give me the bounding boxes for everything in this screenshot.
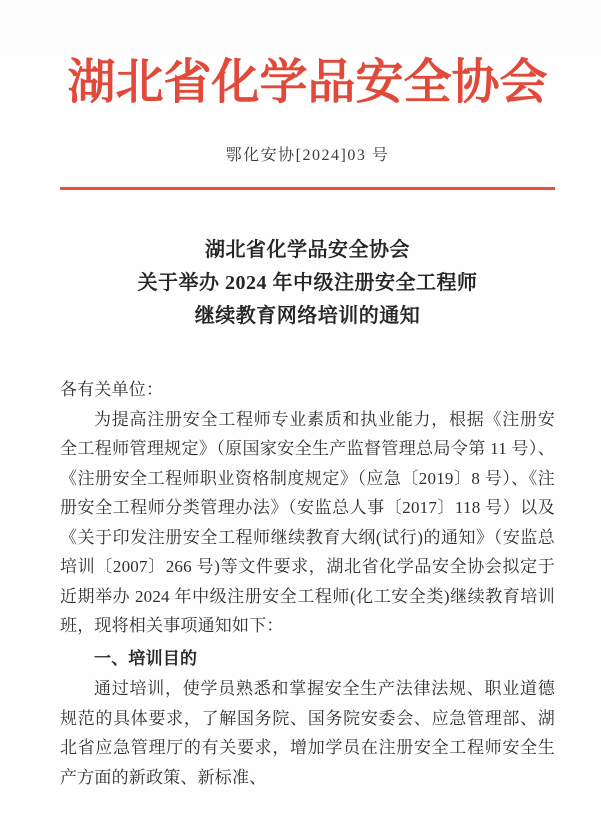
document-body xyxy=(60,375,555,792)
paragraph-training-purpose: 通过培训，使学员熟悉和掌握安全生产法律法规、职业道德规范的具体要求，了解国务院、国务院安委会、应急管理部、湖北省应急管理厅的有关要求，增加学员在注册安全工程师安全生产方面的新政策、新标准、 xyxy=(60,679,555,787)
org-title: 湖北省化学品安全协会 xyxy=(67,56,548,109)
paragraph-legal-basis: 为提高注册安全工程师专业素质和执业能力，根据《注册安全工程师管理规定》（原国家安全生产监督管理总局令第 11 号）、《注册安全工程师职业资格制度规定》（应急〔2019〕8 号）、《注册安全工程师分类管理办法》（安监总人事〔2017〕118 号）以及《关于印发注册安全工程师继续教育大纲(试行)的通知》（安监总培训〔2007〕266 号)等文件要求，湖北省化学品安全协会拟定于近期举办 2024 年中级注册安全工程师(化工安全类)继续教育培训班，现将相关事项通知如下： xyxy=(60,409,555,636)
red-divider-rule xyxy=(60,187,555,190)
doc-title-line-2: 关于举办 2024 年中级注册安全工程师 xyxy=(137,272,478,295)
doc-title-line-1: 湖北省化学品安全协会 xyxy=(205,239,410,262)
document-page xyxy=(0,52,601,826)
doc-title xyxy=(60,234,555,333)
section-heading-training-purpose: 一、培训目的 xyxy=(94,648,198,668)
salutation: 各有关单位： xyxy=(60,380,164,400)
doc-title-line-3: 继续教育网络培训的通知 xyxy=(194,305,421,328)
doc-number: 鄂化安协[2024]03 号 xyxy=(225,147,390,165)
